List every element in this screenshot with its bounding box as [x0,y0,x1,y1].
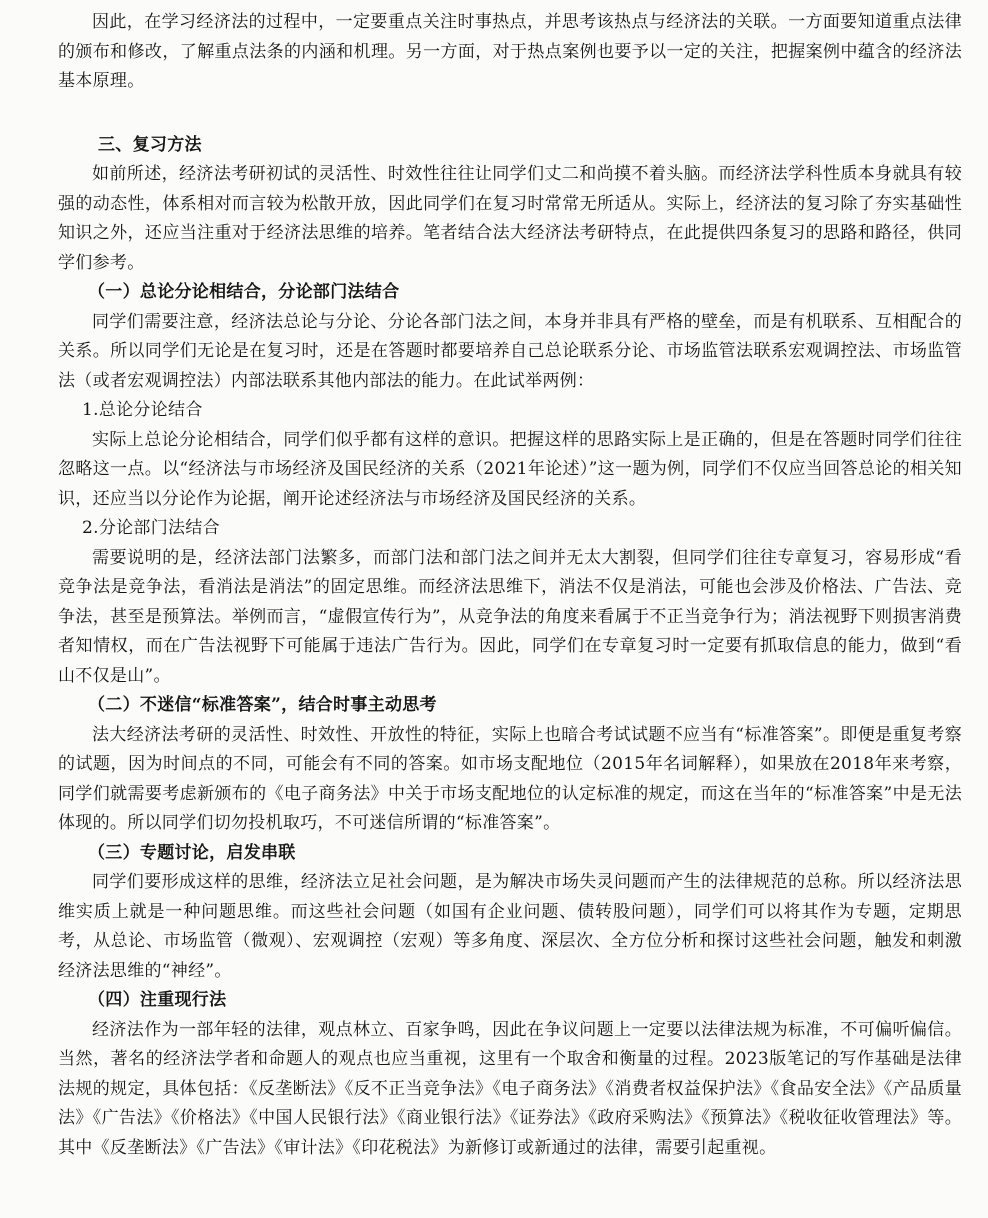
subheading-2-body: 法大经济法考研的灵活性、时效性、开放性的特征，实际上也暗合考试试题不应当有“标准答案”。即便是重复考察的试题，因为时间点的不同，可能会有不同的答案。如市场支配地位（2015年名词解释），如果放在2018年来考察，同学们就需要考虑新颁布的《电子商务法》中关于市场支配地位的认定标准的规定，而这在当年的“标准答案”中是无法体现的。所以同学们切勿投机取巧，不可迷信所谓的“标准答案”。 [58,724,962,833]
subheading-1-body: 同学们需要注意，经济法总论与分论、分论各部门法之间，本身并非具有严格的壁垒，而是有机联系、互相配合的关系。所以同学们无论是在复习时，还是在答题时都要培养自己总论联系分论、市场监管法联系宏观调控法、市场监管法（或者宏观调控法）内部法联系其他内部法的能力。在此试举两例： [58,311,962,391]
section-heading-review-methods: 三、复习方法 [98,134,202,155]
subheading-4-body: 经济法作为一部年轻的法律，观点林立、百家争鸣，因此在争议问题上一定要以法律法规为标准，不可偏听偏信。当然，著名的经济法学者和命题人的观点也应当重视，这里有一个取舍和衡量的过程。2023版笔记的写作基础是法律法规的规定，具体包括：《反垄断法》《反不正当竞争法》《电子商务法》《消费者权益保护法》《食品安全法》《产品质量法》《广告法》《价格法》《中国人民银行法》《商业银行法》《证券法》《政府采购法》《预算法》《税收征收管理法》等。其中《反垄断法》《广告法》《审计法》《印花税法》为新修订或新通过的法律，需要引起重视。 [58,1019,962,1158]
section-review-methods-body: 如前所述，经济法考研初试的灵活性、时效性往往让同学们丈二和尚摸不着头脑。而经济法学科性质本身就具有较强的动态性，体系相对而言较为松散开放，因此同学们在复习时常常无所适从。实际上，经济法的复习除了夯实基础性知识之外，还应当注重对于经济法思维的培养。笔者结合法大经济法考研特点，在此提供四条复习的思路和路径，供同学们参考。 [58,164,962,273]
item-1-body: 实际上总论分论相结合，同学们似乎都有这样的意识。把握这样的思路实际上是正确的，但是在答题时同学们往往忽略这一点。以“经济法与市场经济及国民经济的关系（2021年论述）”这一题为例，同学们不仅应当回答总论的相关知识，还应当以分论作为论据，阐开论述经济法与市场经济及国民经济的关系。 [58,429,962,509]
intro-paragraph: 因此，在学习经济法的过程中，一定要重点关注时事热点，并思考该热点与经济法的关联。一方面要知道重点法律的颁布和修改，了解重点法条的内涵和机理。另一方面，对于热点案例也要予以一定的关注，把握案例中蕴含的经济法基本原理。 [58,12,962,91]
item-1-title: 1.总论分论结合 [82,400,203,420]
paragraph-gap [58,97,962,131]
subheading-1: （一）总论分论相结合，分论部门法结合 [88,282,400,302]
subheading-3: （三）专题讨论，启发串联 [88,842,296,863]
subheading-4: （四）注重现行法 [88,990,227,1010]
subheading-3-body: 同学们要形成这样的思维，经济法立足社会问题，是为解决市场失灵问题而产生的法律规范的总称。所以经济法思维实质上就是一种问题思维。而这些社会问题（如国有企业问题、债转股问题），同学们可以将其作为专题，定期思考，从总论、市场监管（微观）、宏观调控（宏观）等多角度、深层次、全方位分析和探讨这些社会问题，触发和刺激经济法思维的“神经”。 [58,872,962,981]
item-2-body: 需要说明的是，经济法部门法繁多，而部门法和部门法之间并无太大割裂，但同学们往往专章复习，容易形成“看竞争法是竞争法，看消法是消法”的固定思维。而经济法思维下，消法不仅是消法，可能也会涉及价格法、广告法、竞争法，甚至是预算法。举例而言，“虚假宣传行为”，从竞争法的角度来看属于不正当竞争行为；消法视野下则损害消费者知情权，而在广告法视野下可能属于违法广告行为。因此，同学们在专章复习时一定要有抓取信息的能力，做到“看山不仅是山”。 [58,547,962,686]
subheading-2: （二）不迷信“标准答案”，结合时事主动思考 [88,695,437,715]
document-body [58,8,962,1163]
item-2-title: 2.分论部门法结合 [82,518,220,538]
